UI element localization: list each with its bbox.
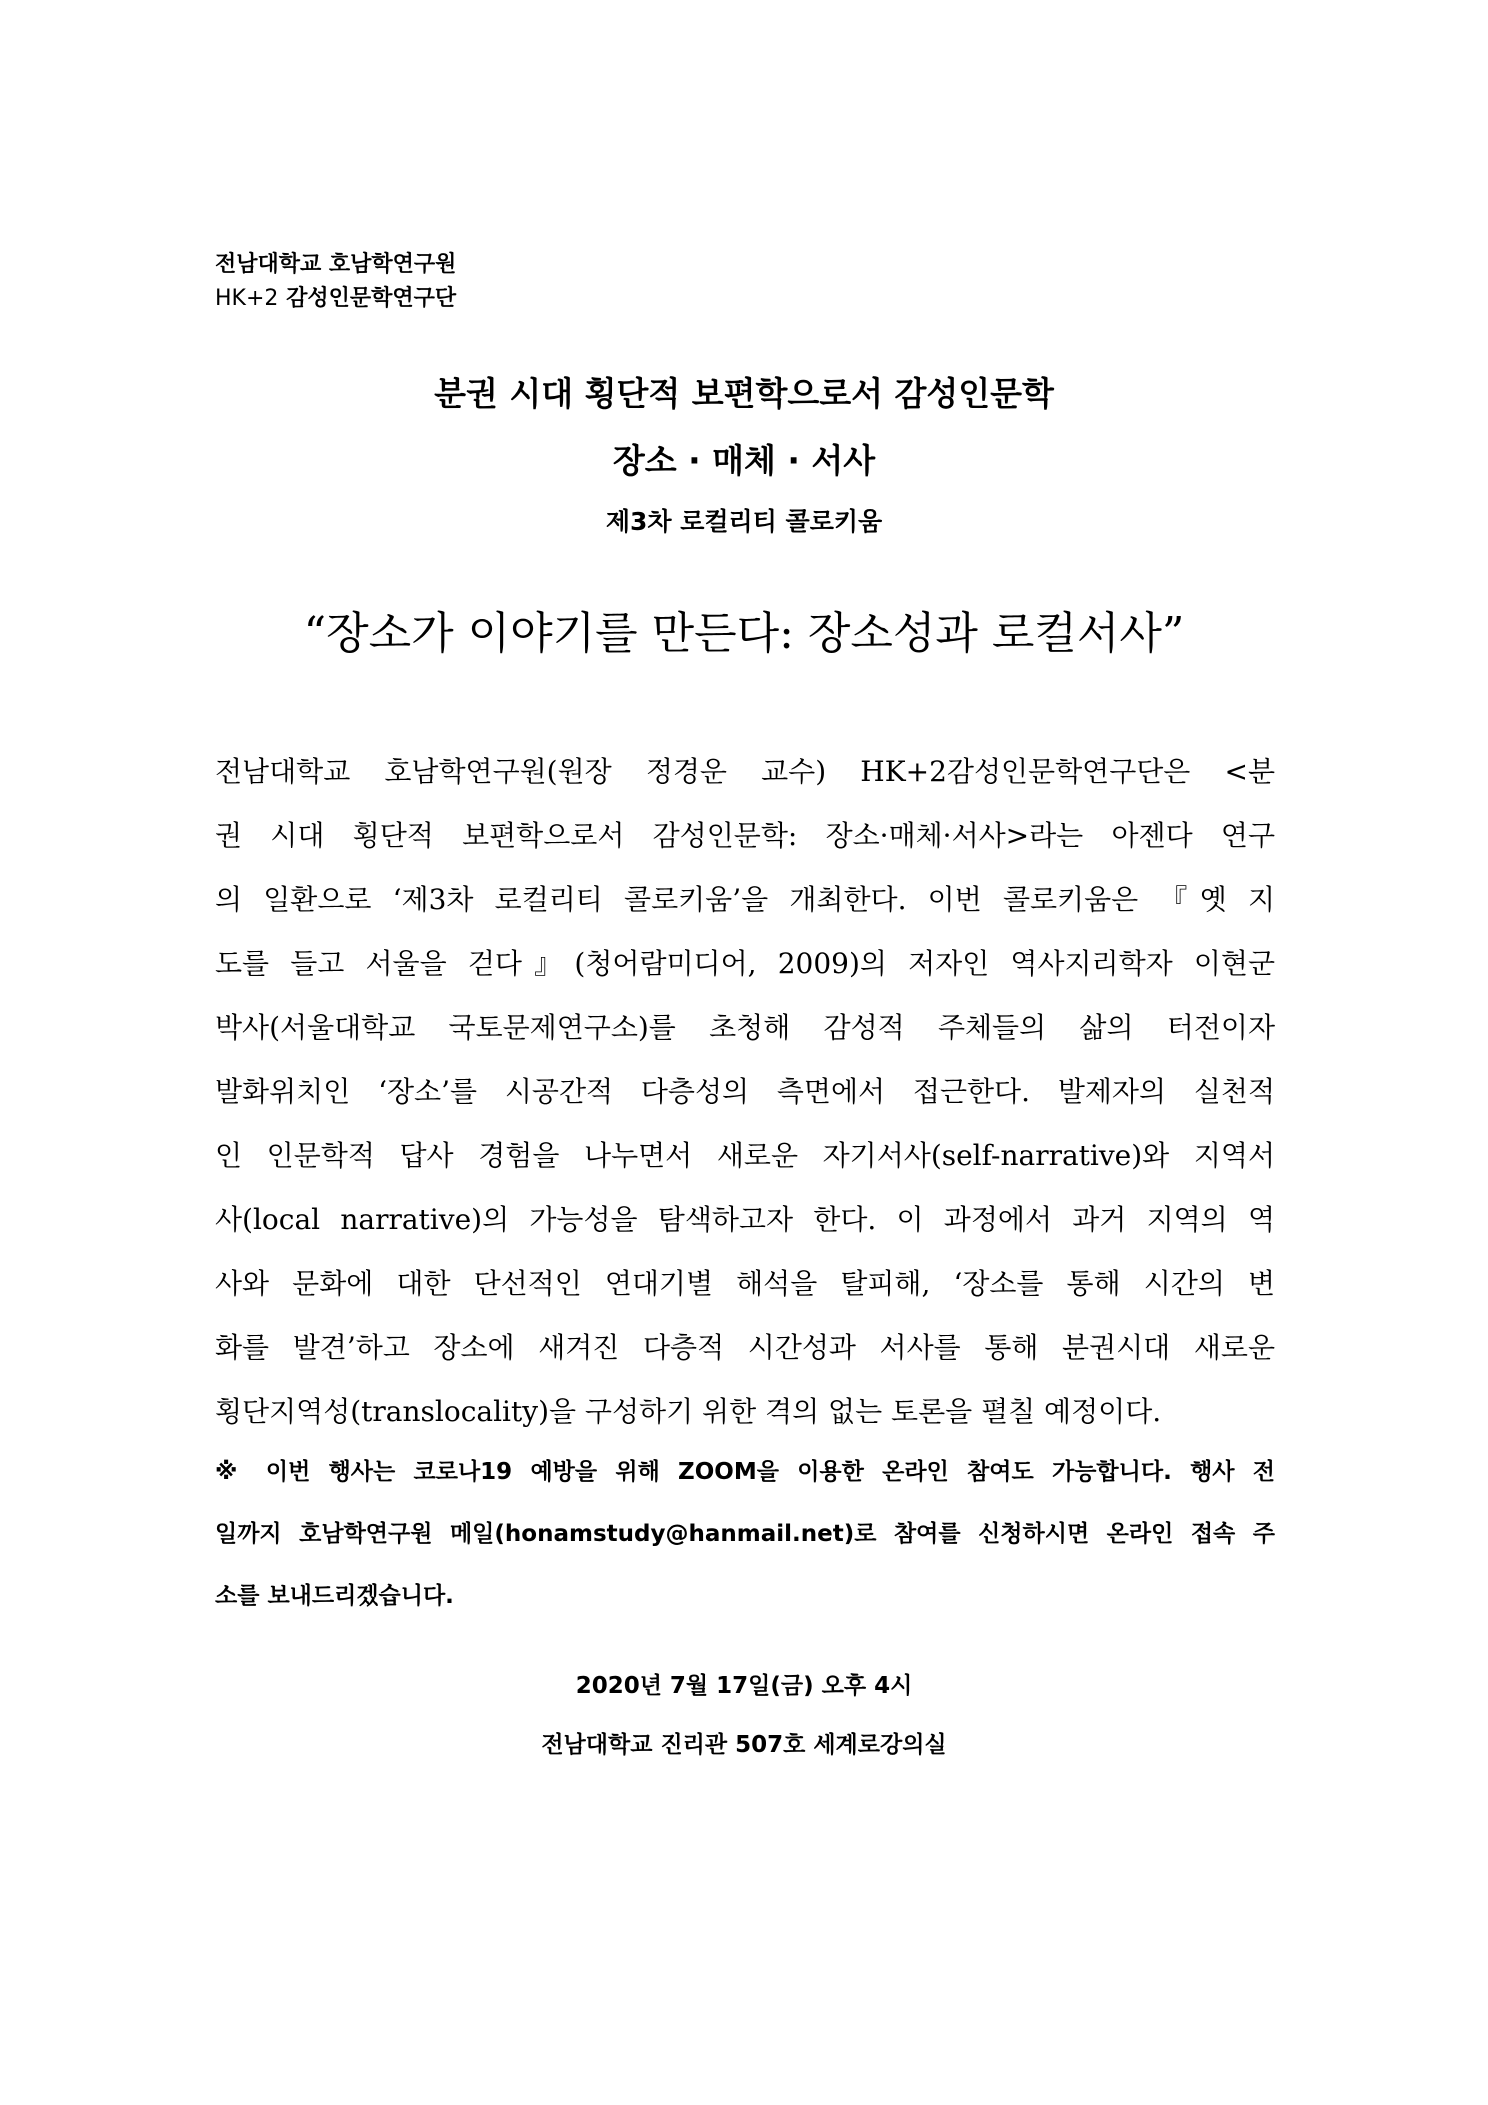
body-line: 박사(서울대학교 국토문제연구소)를 초청해 감성적 주체들의 삶의 터전이자 <box>215 1011 1275 1044</box>
body-line: 권 시대 횡단적 보편학으로서 감성인문학: 장소·매체·서사>라는 아젠다 연구 <box>215 819 1275 852</box>
body-line: 의 일환으로 ‘제3차 로컬리티 콜로키움’을 개최한다. 이번 콜로키움은 『옛 지 <box>215 883 1275 916</box>
agenda-title: 분권 시대 횡단적 보편학으로서 감성인문학 <box>434 374 1054 413</box>
agenda-subtitle: 장소 · 매체 · 서사 <box>612 441 876 480</box>
research-team <box>215 282 456 316</box>
event-datetime: 2020년 7월 17일(금) 오후 4시 <box>575 1673 913 1699</box>
notice-line: ※ 이번 행사는 코로나19 예방을 위해 ZOOM을 이용한 온라인 참여도 가능합니다. 행사 전 <box>215 1459 1275 1485</box>
team-prefix: HK+2 <box>215 286 279 311</box>
notice-line: 소를 보내드리겠습니다. <box>215 1583 454 1609</box>
body-paragraph <box>215 740 1275 1444</box>
body-line: 사(local narrative)의 가능성을 탐색하고자 한다. 이 과정에서 과거 지역의 역 <box>215 1203 1275 1236</box>
body-line: 횡단지역성(translocality)을 구성하기 위한 격의 없는 토론을 펼칠 예정이다. <box>215 1395 1162 1428</box>
event-name: 제3차 로컬리티 콜로키움 <box>605 507 883 536</box>
body-line: 전남대학교 호남학연구원(원장 정경운 교수) HK+2감성인문학연구단은 <분 <box>215 755 1275 788</box>
body-line: 발화위치인 ‘장소’를 시공간적 다층성의 측면에서 접근한다. 발제자의 실천적 <box>215 1075 1275 1108</box>
notice-line: 일까지 호남학연구원 메일(honamstudy@hanmail.net)로 참여를 신청하시면 온라인 접속 주 <box>215 1521 1275 1547</box>
institute-name: 전남대학교 호남학연구원 <box>215 252 457 277</box>
team-name: 감성인문학연구단 <box>278 286 457 311</box>
online-participation-notice <box>215 1441 1275 1627</box>
body-line: 화를 발견’하고 장소에 새겨진 다층적 시간성과 서사를 통해 분권시대 새로운 <box>215 1331 1275 1364</box>
colloquium-headline: “장소가 이야기를 만든다: 장소성과 로컬서사” <box>303 608 1185 659</box>
organizer-header <box>215 248 456 316</box>
body-line: 인 인문학적 답사 경험을 나누면서 새로운 자기서사(self-narrative)와 지역서 <box>215 1139 1275 1172</box>
body-line: 사와 문화에 대한 단선적인 연대기별 해석을 탈피해, ‘장소를 통해 시간의 변 <box>215 1267 1275 1300</box>
body-line: 도를 들고 서울을 걷다』(청어람미디어, 2009)의 저자인 역사지리학자 이현군 <box>215 947 1275 980</box>
event-venue: 전남대학교 진리관 507호 세계로강의실 <box>541 1732 947 1758</box>
